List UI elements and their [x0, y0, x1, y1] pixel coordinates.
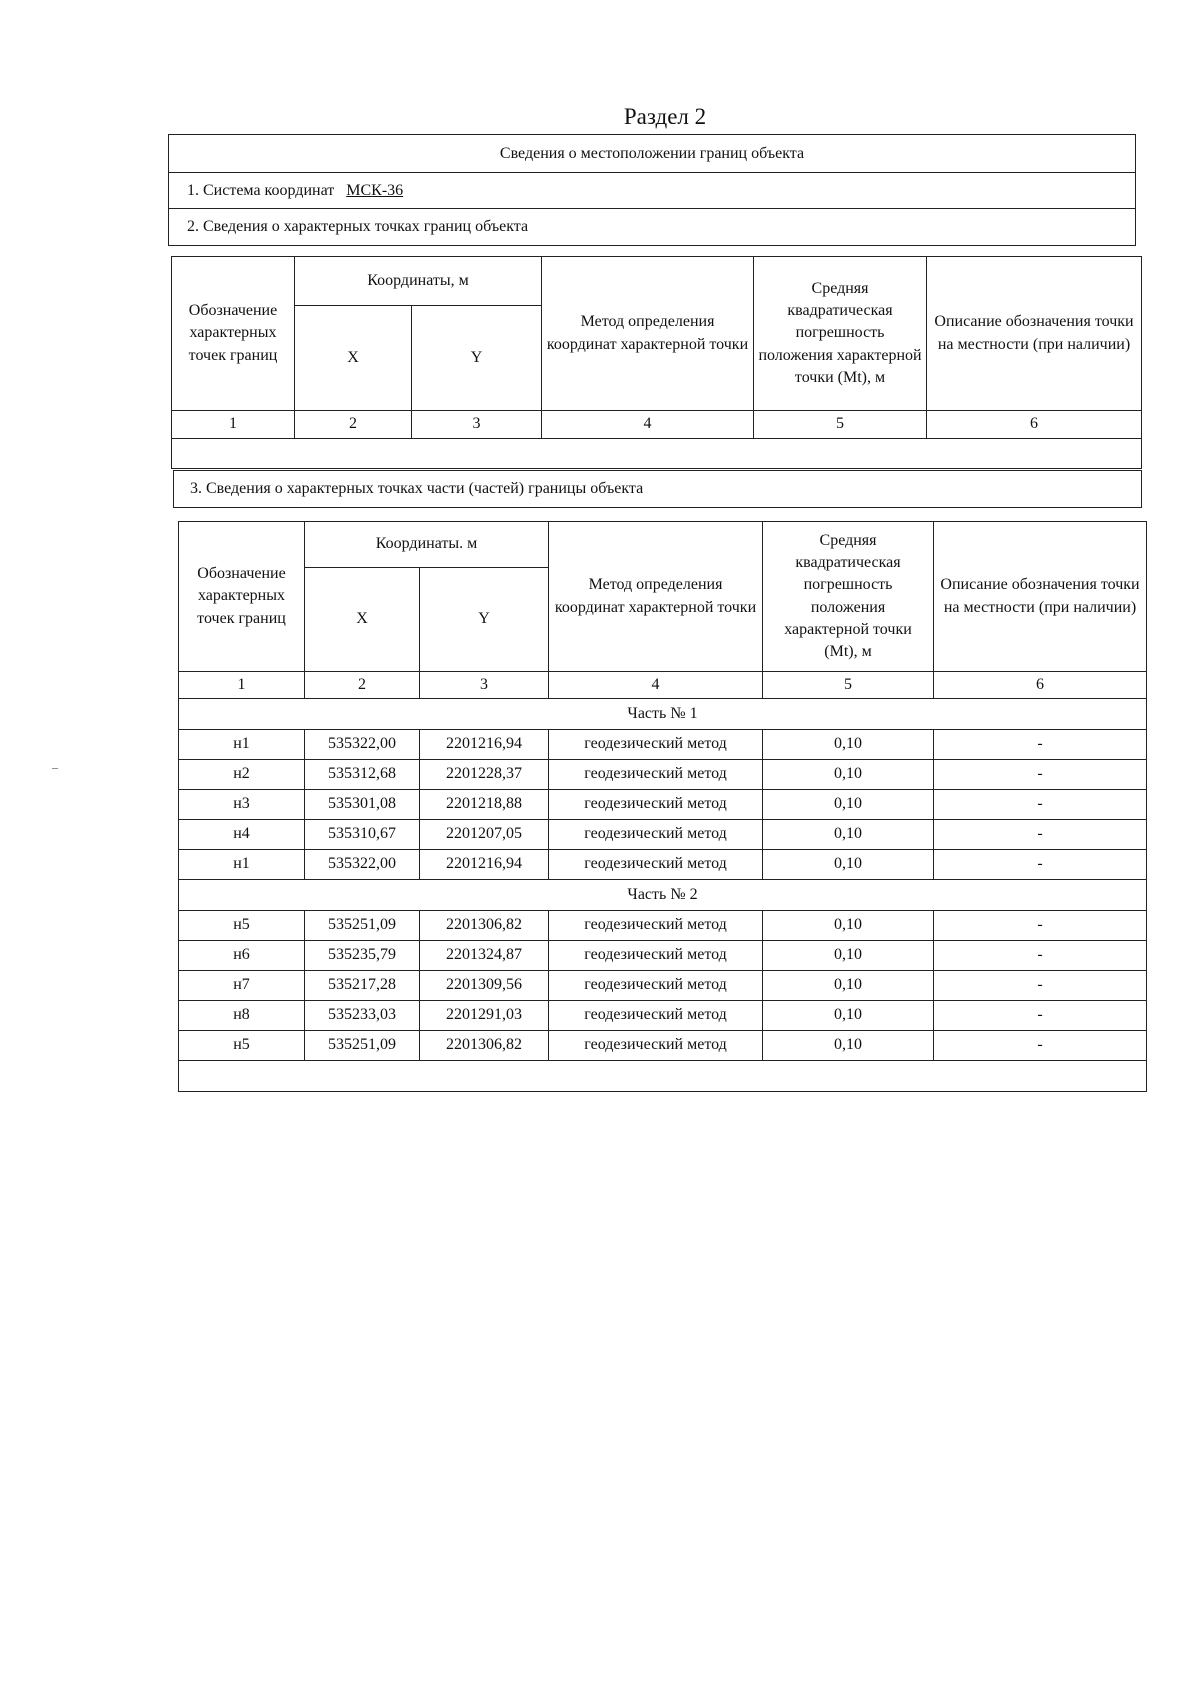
- section3-title: 3. Сведения о характерных точках части (частей) границы объекта: [190, 480, 644, 497]
- header-x: X: [305, 568, 420, 672]
- point-id: н3: [179, 790, 305, 820]
- y-value: 2201216,94: [420, 730, 549, 760]
- coord-system-label: 1. Система координат: [187, 181, 335, 199]
- empty-row: [179, 1061, 1147, 1092]
- mt-value: 0,10: [763, 971, 934, 1001]
- mt-value: 0,10: [763, 820, 934, 850]
- header-y: Y: [412, 306, 542, 411]
- y-value: 2201306,82: [420, 1031, 549, 1061]
- header-coordinates: Координаты. м: [305, 522, 549, 568]
- header-method: Метод определения координат характерной точки: [542, 257, 754, 411]
- section-header-row: [169, 135, 1135, 173]
- col-number: 4: [549, 672, 763, 699]
- header-x: X: [295, 306, 412, 411]
- header-error: Средняя квадратическая погрешность положения характерной точки (Mt), м: [754, 257, 927, 411]
- y-value: 2201306,82: [420, 911, 549, 941]
- desc-value: -: [934, 820, 1147, 850]
- method-value: геодезический метод: [549, 850, 763, 880]
- header-coordinates: Координаты, м: [295, 257, 542, 306]
- point-id: н7: [179, 971, 305, 1001]
- y-value: 2201207,05: [420, 820, 549, 850]
- location-info-box: [168, 134, 1136, 246]
- point-id: н2: [179, 760, 305, 790]
- table-row: [179, 730, 1147, 760]
- header-description: Описание обозначения точки на местности (при наличии): [927, 257, 1142, 411]
- method-value: геодезический метод: [549, 820, 763, 850]
- desc-value: -: [934, 1001, 1147, 1031]
- part-label: Часть № 2: [179, 880, 1147, 911]
- mt-value: 0,10: [763, 1001, 934, 1031]
- col-number: 6: [927, 411, 1142, 439]
- table-row: [179, 790, 1147, 820]
- empty-row: [172, 439, 1142, 469]
- header-error: Средняя квадратическая погрешность положения характерной точки (Mt), м: [763, 522, 934, 672]
- point-id: н8: [179, 1001, 305, 1031]
- mt-value: 0,10: [763, 941, 934, 971]
- coord-system: [187, 182, 403, 200]
- table-row: [179, 820, 1147, 850]
- header-y: Y: [420, 568, 549, 672]
- col-number: 3: [412, 411, 542, 439]
- part-points-table: [178, 521, 1147, 1092]
- table-row: [179, 1031, 1147, 1061]
- y-value: 2201218,88: [420, 790, 549, 820]
- header-method: Метод определения координат характерной точки: [549, 522, 763, 672]
- part-label: Часть № 1: [179, 699, 1147, 730]
- y-value: 2201216,94: [420, 850, 549, 880]
- y-value: 2201309,56: [420, 971, 549, 1001]
- method-value: геодезический метод: [549, 1031, 763, 1061]
- method-value: геодезический метод: [549, 941, 763, 971]
- col-number: 2: [295, 411, 412, 439]
- method-value: геодезический метод: [549, 1001, 763, 1031]
- x-value: 535251,09: [305, 911, 420, 941]
- coord-system-value: МСК-36: [346, 181, 404, 199]
- mt-value: 0,10: [763, 911, 934, 941]
- col-number: 1: [179, 672, 305, 699]
- point-id: н4: [179, 820, 305, 850]
- x-value: 535251,09: [305, 1031, 420, 1061]
- method-value: геодезический метод: [549, 790, 763, 820]
- scan-mark: –: [52, 760, 58, 774]
- header-description: Описание обозначения точки на местности (при наличии): [934, 522, 1147, 672]
- x-value: 535312,68: [305, 760, 420, 790]
- point-id: н1: [179, 850, 305, 880]
- col-number: 4: [542, 411, 754, 439]
- desc-value: -: [934, 1031, 1147, 1061]
- x-value: 535233,03: [305, 1001, 420, 1031]
- table-row: [179, 1001, 1147, 1031]
- method-value: геодезический метод: [549, 760, 763, 790]
- col-number: 3: [420, 672, 549, 699]
- x-value: 535322,00: [305, 850, 420, 880]
- mt-value: 0,10: [763, 730, 934, 760]
- table-row: [179, 941, 1147, 971]
- boundary-points-table: [171, 256, 1142, 469]
- method-value: геодезический метод: [549, 971, 763, 1001]
- y-value: 2201324,87: [420, 941, 549, 971]
- x-value: 535322,00: [305, 730, 420, 760]
- point-id: н1: [179, 730, 305, 760]
- x-value: 535310,67: [305, 820, 420, 850]
- desc-value: -: [934, 850, 1147, 880]
- desc-value: -: [934, 760, 1147, 790]
- y-value: 2201228,37: [420, 760, 549, 790]
- mt-value: 0,10: [763, 790, 934, 820]
- col-number: 6: [934, 672, 1147, 699]
- desc-value: -: [934, 971, 1147, 1001]
- point-id: н5: [179, 1031, 305, 1061]
- header-point-designation: Обозначение характерных точек границ: [179, 522, 305, 672]
- col-number: 5: [754, 411, 927, 439]
- table-row: [179, 760, 1147, 790]
- section3-title-box: [173, 470, 1142, 508]
- table-row: [179, 971, 1147, 1001]
- y-value: 2201291,03: [420, 1001, 549, 1031]
- desc-value: -: [934, 911, 1147, 941]
- point-id: н5: [179, 911, 305, 941]
- section-header: Сведения о местоположении границ объекта: [499, 144, 805, 162]
- col-number: 5: [763, 672, 934, 699]
- section2-title-row: [169, 209, 1135, 245]
- header-point-designation: Обозначение характерных точек границ: [172, 257, 295, 411]
- col-number: 1: [172, 411, 295, 439]
- coord-system-row: [169, 173, 1135, 209]
- section2-title: 2. Сведения о характерных точках границ объекта: [187, 218, 529, 235]
- x-value: 535235,79: [305, 941, 420, 971]
- desc-value: -: [934, 941, 1147, 971]
- method-value: геодезический метод: [549, 911, 763, 941]
- desc-value: -: [934, 790, 1147, 820]
- point-id: н6: [179, 941, 305, 971]
- mt-value: 0,10: [763, 850, 934, 880]
- desc-value: -: [934, 730, 1147, 760]
- table-row: [179, 850, 1147, 880]
- method-value: геодезический метод: [549, 730, 763, 760]
- table-row: [179, 911, 1147, 941]
- page-title: Раздел 2: [623, 104, 707, 129]
- mt-value: 0,10: [763, 1031, 934, 1061]
- col-number: 2: [305, 672, 420, 699]
- x-value: 535217,28: [305, 971, 420, 1001]
- x-value: 535301,08: [305, 790, 420, 820]
- mt-value: 0,10: [763, 760, 934, 790]
